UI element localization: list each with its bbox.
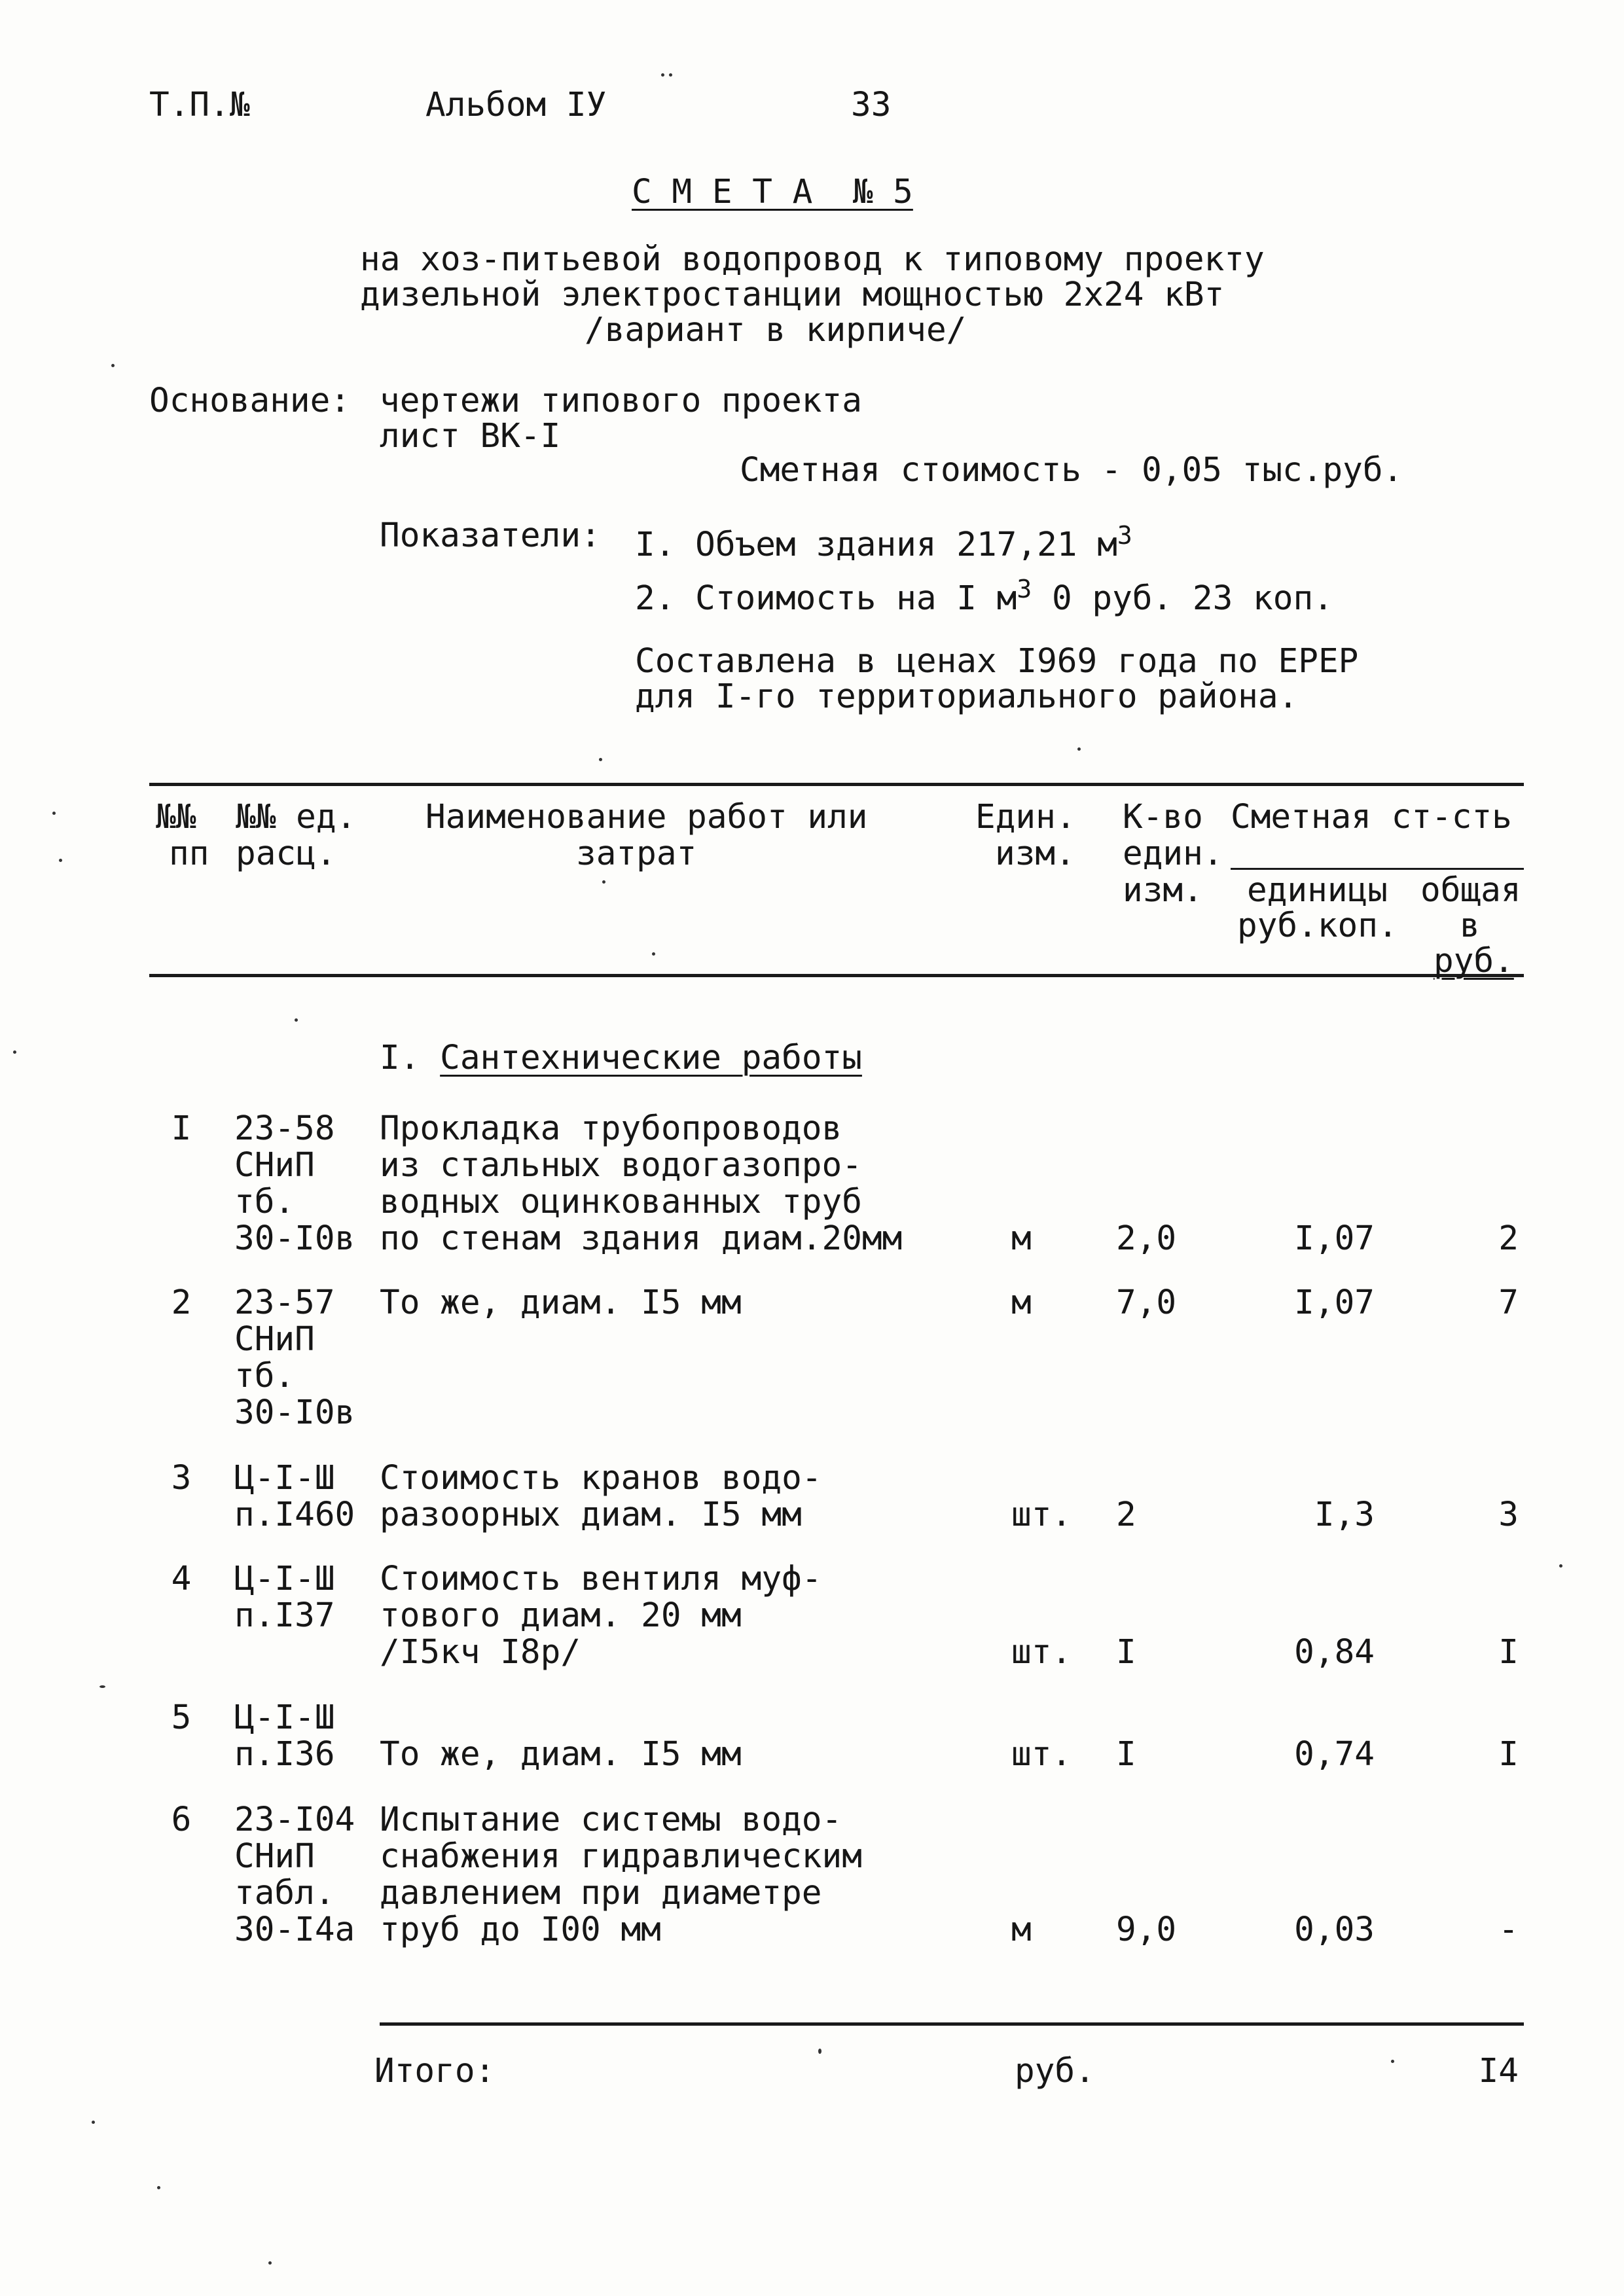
row-rate-code: тб. bbox=[234, 1357, 295, 1395]
basis-line-1: чертежи типового проекта bbox=[380, 382, 862, 420]
row-unit: м bbox=[1011, 1910, 1032, 1949]
scan-speck bbox=[1391, 2060, 1394, 2063]
row-work-name: Стоимость кранов водо- bbox=[380, 1459, 822, 1498]
total-unit: руб. bbox=[1015, 2052, 1095, 2090]
scan-speck bbox=[59, 859, 62, 862]
row-work-name: водных оцинкованных труб bbox=[380, 1183, 862, 1221]
row-qty: 7,0 bbox=[1116, 1283, 1177, 1322]
indicator-cost-per-m3: 2. Стоимость на I $м^3$ 0 руб. 23 коп. bbox=[635, 575, 1333, 618]
scan-speck bbox=[92, 2121, 95, 2124]
row-qty: 2,0 bbox=[1116, 1219, 1177, 1258]
row-qty: 2 bbox=[1116, 1496, 1136, 1534]
row-work-name: снабжения гидравлическим bbox=[380, 1837, 862, 1876]
scan-speck bbox=[1077, 747, 1081, 751]
page-number: 33 bbox=[851, 86, 892, 124]
row-rate-code: табл. bbox=[234, 1874, 335, 1912]
row-work-name: /I5кч I8р/ bbox=[380, 1633, 581, 1672]
row-rate-code: п.I37 bbox=[234, 1596, 335, 1635]
scan-speck bbox=[111, 364, 115, 367]
row-work-name: по стенам здания диам.20мм bbox=[380, 1219, 903, 1258]
estimate-cost: Сметная стоимость - 0,05 тыс.руб. bbox=[740, 451, 1403, 490]
row-rate-code: 30-I4а bbox=[234, 1910, 355, 1949]
row-unit-price: I,3 bbox=[1314, 1496, 1375, 1534]
total-label: Итого: bbox=[374, 2052, 496, 2090]
total-value: I4 bbox=[1478, 2052, 1519, 2090]
row-number: I bbox=[171, 1109, 192, 1148]
row-unit: м bbox=[1011, 1283, 1032, 1322]
row-unit-price: I,07 bbox=[1294, 1219, 1375, 1258]
row-rate-code: 30-I0в bbox=[234, 1219, 355, 1258]
row-qty: I bbox=[1116, 1633, 1136, 1672]
prices-note-line-1: Составлена в ценах I969 года по ЕРЕР bbox=[635, 642, 1359, 681]
row-total: I bbox=[1498, 1735, 1519, 1774]
row-total: - bbox=[1498, 1910, 1519, 1949]
basis-line-2: лист ВК-I bbox=[380, 417, 561, 456]
row-unit: м bbox=[1011, 1219, 1032, 1258]
row-number: 6 bbox=[171, 1801, 192, 1839]
table-top-rule bbox=[149, 783, 1524, 786]
row-qty: 9,0 bbox=[1116, 1910, 1177, 1949]
section-heading: I. Сантехнические работы bbox=[380, 1039, 862, 1077]
scan-speck bbox=[661, 73, 664, 77]
row-rate-code: СНиП bbox=[234, 1837, 315, 1876]
row-rate-code: тб. bbox=[234, 1183, 295, 1221]
row-rate-code: 23-I04 bbox=[234, 1801, 355, 1839]
subtitle-line-3: /вариант в кирпиче/ bbox=[585, 311, 967, 350]
row-work-name: давлением при диаметре bbox=[380, 1874, 822, 1912]
subtitle-line-1: на хоз-питьевой водопровод к типовому проекту bbox=[360, 240, 1265, 279]
row-number: 5 bbox=[171, 1698, 192, 1737]
row-qty: I bbox=[1116, 1735, 1136, 1774]
table-header-bottom-rule bbox=[149, 974, 1524, 977]
scan-speck bbox=[52, 812, 56, 815]
scan-speck bbox=[669, 73, 672, 77]
row-work-name: То же, диам. I5 мм bbox=[380, 1283, 742, 1322]
indicators-label: Показатели: bbox=[380, 516, 601, 555]
row-rate-code: 23-58 bbox=[234, 1109, 335, 1148]
row-work-name: Испытание системы водо- bbox=[380, 1801, 842, 1839]
row-work-name: Прокладка трубопроводов bbox=[380, 1109, 842, 1148]
row-work-name: разоорных диам. I5 мм bbox=[380, 1496, 802, 1534]
album-label: Альбом IУ bbox=[425, 86, 607, 124]
indicator-volume: I. Объем здания 217,21 $м^3$ bbox=[635, 521, 1132, 564]
row-unit: шт. bbox=[1011, 1633, 1072, 1672]
row-total: I bbox=[1498, 1633, 1519, 1672]
cost-subheader-rule bbox=[1231, 868, 1524, 870]
row-rate-code: 30-I0в bbox=[234, 1393, 355, 1432]
subtitle-line-2: дизельной электростанции мощностью 2х24 кВт bbox=[360, 276, 1225, 314]
scan-speck bbox=[599, 758, 602, 761]
column-header-cost: Сметная ст-сть bbox=[1231, 798, 1512, 836]
scan-speck bbox=[818, 2049, 821, 2054]
row-unit: шт. bbox=[1011, 1735, 1072, 1774]
row-unit: шт. bbox=[1011, 1496, 1072, 1534]
row-rate-code: Ц-I-Ш bbox=[234, 1698, 335, 1737]
scan-speck bbox=[602, 880, 605, 884]
row-unit-price: I,07 bbox=[1294, 1283, 1375, 1322]
basis-label: Основание: bbox=[149, 382, 351, 420]
scan-speck bbox=[99, 1685, 105, 1688]
scan-speck bbox=[1559, 1564, 1562, 1568]
total-rule bbox=[380, 2022, 1524, 2026]
row-rate-code: СНиП bbox=[234, 1320, 315, 1359]
row-work-name: труб до I00 мм bbox=[380, 1910, 661, 1949]
row-total: 2 bbox=[1498, 1219, 1519, 1258]
row-unit-price: 0,74 bbox=[1294, 1735, 1375, 1774]
row-number: 2 bbox=[171, 1283, 192, 1322]
row-work-name: Стоимость вентиля муф- bbox=[380, 1560, 822, 1598]
tp-number: Т.П.№ bbox=[149, 86, 250, 124]
scan-speck bbox=[295, 1018, 298, 1022]
row-rate-code: п.I36 bbox=[234, 1735, 335, 1774]
row-unit-price: 0,03 bbox=[1294, 1910, 1375, 1949]
row-unit-price: 0,84 bbox=[1294, 1633, 1375, 1672]
prices-note-line-2: для I-го территориального района. bbox=[635, 677, 1299, 716]
row-number: 4 bbox=[171, 1560, 192, 1598]
row-work-name: тового диам. 20 мм bbox=[380, 1596, 742, 1635]
scan-speck bbox=[157, 2186, 160, 2189]
row-rate-code: СНиП bbox=[234, 1146, 315, 1185]
row-work-name: То же, диам. I5 мм bbox=[380, 1735, 742, 1774]
row-rate-code: Ц-I-Ш bbox=[234, 1459, 335, 1498]
row-work-name: из стальных водогазопро- bbox=[380, 1146, 862, 1185]
row-total: 7 bbox=[1498, 1283, 1519, 1322]
scan-speck bbox=[652, 952, 655, 956]
row-total: 3 bbox=[1498, 1496, 1519, 1534]
scan-speck bbox=[268, 2261, 272, 2265]
row-rate-code: п.I460 bbox=[234, 1496, 355, 1534]
row-rate-code: 23-57 bbox=[234, 1283, 335, 1322]
doc-title: С М Е Т А № 5 bbox=[632, 173, 913, 211]
row-rate-code: Ц-I-Ш bbox=[234, 1560, 335, 1598]
row-number: 3 bbox=[171, 1459, 192, 1498]
scan-speck bbox=[13, 1050, 16, 1054]
